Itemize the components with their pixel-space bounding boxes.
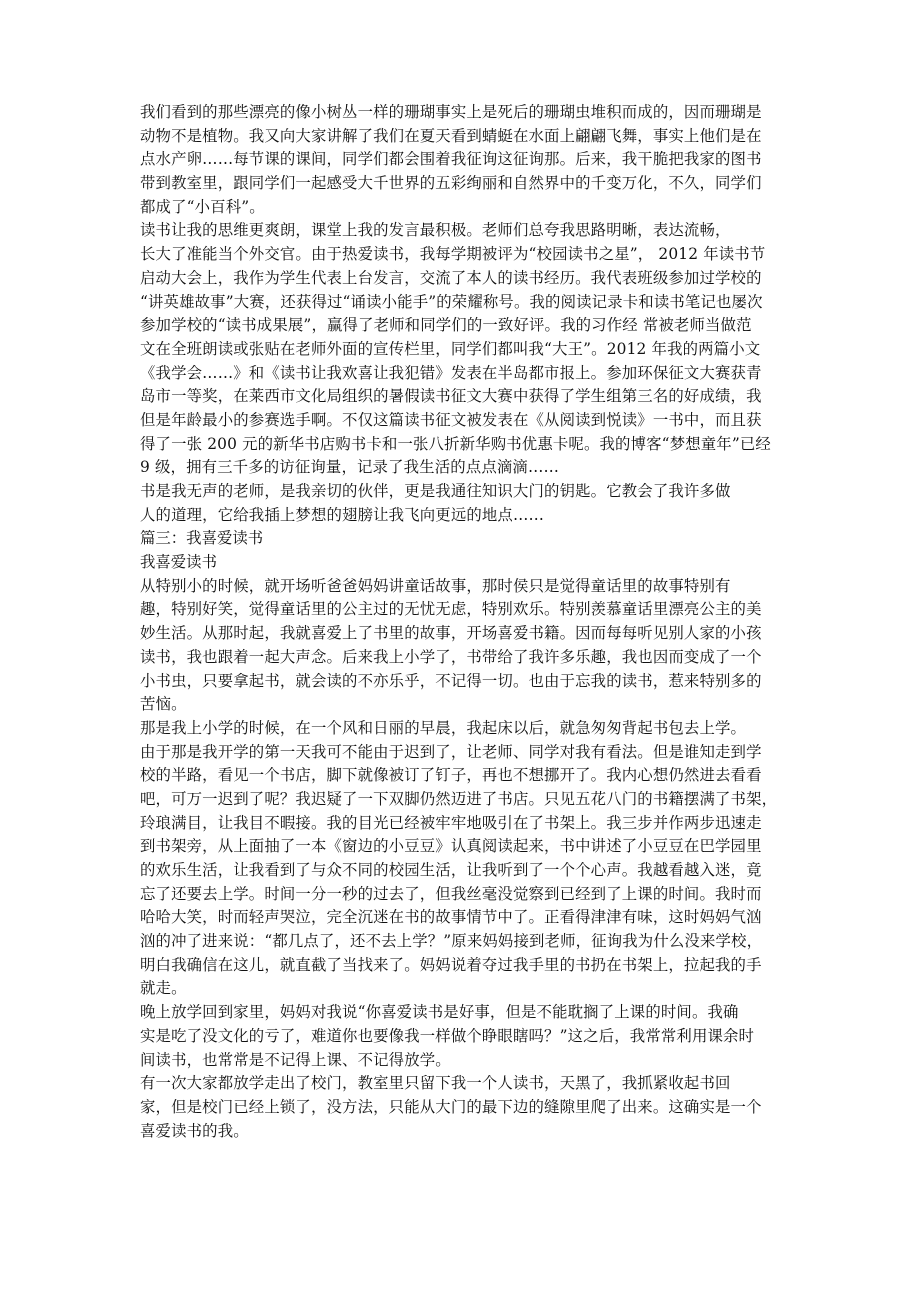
text-line: 有一次大家都放学走出了校门，教室里只留下我一个人读书，天黑了，我抓紧收起书回 xyxy=(140,1074,731,1093)
text-line: 到书架旁，从上面抽了一本《窗边的小豆豆》认真阅读起来，书中讲述了小豆豆在巴学园里 xyxy=(140,837,762,856)
text-line: 人的道理，它给我插上梦想的翅膀让我飞向更远的地点…… xyxy=(140,505,545,524)
text-line: 9 级，拥有三千多的访征询量，记录了我生活的点点滴滴…… xyxy=(140,458,560,477)
text-line: 喜爱读书的我。 xyxy=(140,1121,249,1140)
text-line: 就走。 xyxy=(140,979,187,998)
section-heading: 篇三：我喜爱读书 xyxy=(140,529,264,548)
text-line: 文在全班朗读或张贴在老师外面的宣传栏里，同学们都叫我“大王”。2012 年我的两篇小文 xyxy=(140,339,761,358)
text-line: “讲英雄故事”大赛，还获得过“诵读小能手”的荣耀称号。我的阅读记录卡和读书笔记也屡次 xyxy=(140,292,763,311)
text-line: 读书，我也跟着一起大声念。后来我上小学了，书带给了我许多乐趣，我也因而变成了一个 xyxy=(140,647,762,666)
text-line: 的欢乐生活，让我看到了与众不同的校园生活，让我听到了一个个心声。我越看越入迷，竟 xyxy=(140,861,762,879)
text-line: 都成了“小百科”。 xyxy=(140,197,265,216)
text-line: 汹的冲了进来说：“都几点了，还不去上学？”原来妈妈接到老师，征询我为什么没来学校， xyxy=(140,932,763,951)
text-line: 校的半路，看见一个书店，脚下就像被订了钉子，再也不想挪开了。我内心想仍然进去看看 xyxy=(140,766,762,785)
text-line: 得了一张 200 元的新华书店购书卡和一张八折新华购书优惠卡呢。我的博客“梦想童年”已经 xyxy=(140,434,771,453)
text-line: 岛市一等奖，在莱西市文化局组织的暑假读书征文大赛中获得了学生组第三名的好成绩，我 xyxy=(140,387,762,406)
text-line: 由于那是我开学的第一天我可不能由于迟到了，让老师、同学对我有看法。但是谁知走到学 xyxy=(140,742,762,761)
text-line: 晚上放学回到家里，妈妈对我说“你喜爱读书是好事，但是不能耽搁了上课的时间。我确 xyxy=(140,1003,739,1022)
text-line: 苦恼。 xyxy=(140,695,187,714)
text-line: 家，但是校门已经上锁了，没方法，只能从大门的最下边的缝隙里爬了出来。这确实是一个 xyxy=(140,1097,762,1116)
text-line: 实是吃了没文化的亏了，难道你也要像我一样做个睁眼瞎吗？”这之后，我常常利用课余时 xyxy=(140,1026,755,1045)
text-line: 我们看到的那些漂亮的像小树丛一样的珊瑚事实上是死后的珊瑚虫堆积而成的，因而珊瑚是 xyxy=(140,103,762,121)
text-line: 参加学校的“读书成果展”，赢得了老师和同学们的一致好评。我的习作经 常被老师当做范 xyxy=(140,316,752,335)
text-line: 妙生活。从那时起，我就喜爱上了书里的故事，开场喜爱书籍。因而每每听见别人家的小孩 xyxy=(140,624,762,643)
text-line: 从特别小的时候，就开场听爸爸妈妈讲童话故事，那时侯只是觉得童话里的故事特别有 xyxy=(140,576,731,595)
text-line: 点水产卵……每节课的课间，同学们都会围着我征询这征询那。后来，我干脆把我家的图书 xyxy=(140,150,762,169)
text-line: 读书让我的思维更爽朗，课堂上我的发言最积极。老师们总夸我思路明晰，表达流畅， xyxy=(140,221,731,240)
text-line: 启动大会上，我作为学生代表上台发言，交流了本人的读书经历。我代表班级参加过学校的 xyxy=(140,268,762,287)
text-line: 哈哈大笑，时而轻声哭泣，完全沉迷在书的故事情节中了。正看得津津有味，这时妈妈气汹 xyxy=(140,908,762,927)
text-line: 吧，可万一迟到了呢？我迟疑了一下双脚仍然迈进了书店。只见五花八门的书籍摆满了书架， xyxy=(140,789,778,808)
article-title: 我喜爱读书 xyxy=(140,553,217,572)
text-line: 玲琅满目，让我目不暇接。我的目光已经被牢牢地吸引在了书架上。我三步并作两步迅速走 xyxy=(140,813,762,832)
document-page xyxy=(140,101,780,1143)
text-line: 带到教室里，跟同学们一起感受大千世界的五彩绚丽和自然界中的千变万化，不久，同学们 xyxy=(140,174,762,193)
text-line: 长大了准能当个外交官。由于热爱读书，我每学期被评为“校园读书之星”， 2012 年读书节 xyxy=(140,245,766,264)
text-line: 明白我确信在这儿，就直截了当找来了。妈妈说着夺过我手里的书扔在书架上，拉起我的手 xyxy=(140,955,762,974)
text-line: 小书虫，只要拿起书，就会读的不亦乐乎，不记得一切。也由于忘我的读书，惹来特别多的 xyxy=(140,671,762,690)
text-line: 书是我无声的老师，是我亲切的伙伴，更是我通往知识大门的钥匙。它教会了我许多做 xyxy=(140,482,731,500)
text-line: 但是年龄最小的参赛选手啊。不仅这篇读书征文被发表在《从阅读到悦读》一书中，而且获 xyxy=(140,410,762,429)
text-line: 那是我上小学的时候，在一个风和日丽的早晨，我起床以后，就急匆匆背起书包去上学。 xyxy=(140,718,747,737)
text-line: 动物不是植物。我又向大家讲解了我们在夏天看到蜻蜓在水面上翩翩飞舞，事实上他们是在 xyxy=(140,126,762,145)
text-line: 间读书，也常常是不记得上课、不记得放学。 xyxy=(140,1050,451,1069)
text-line: 《我学会……》和《读书让我欢喜让我犯错》发表在半岛都市报上。参加环保征文大赛获青 xyxy=(140,363,762,382)
text-line: 趣，特别好笑，觉得童话里的公主过的无忧无虑，特别欢乐。特别羡慕童话里漂亮公主的美 xyxy=(140,600,762,619)
text-line: 忘了还要去上学。时间一分一秒的过去了，但我丝毫没觉察到已经到了上课的时间。我时而 xyxy=(140,884,762,903)
